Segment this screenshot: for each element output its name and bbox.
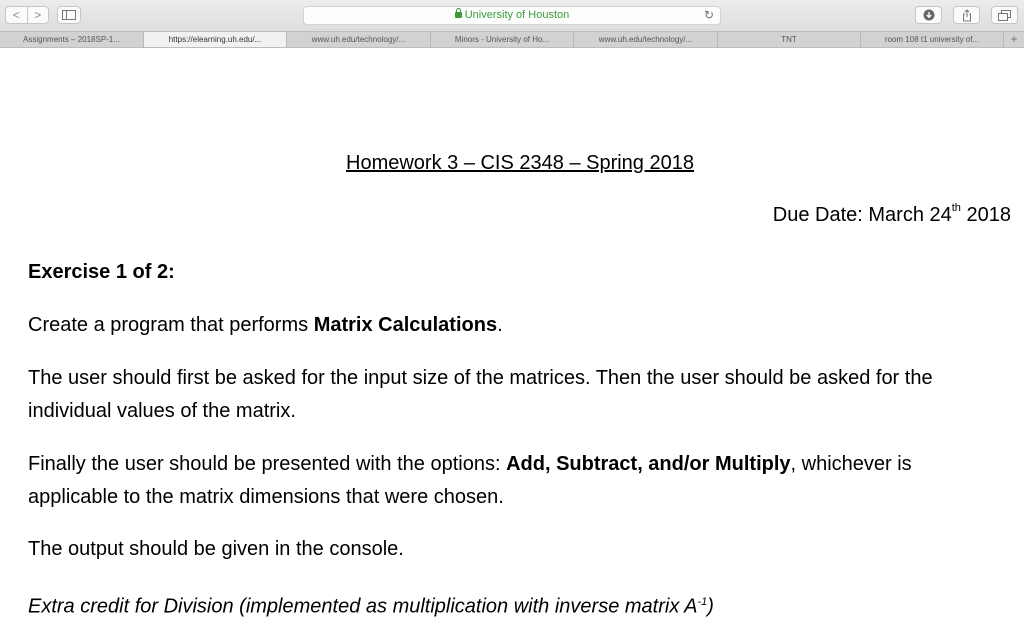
address-bar[interactable] [303, 6, 721, 25]
due-date-text: Due Date: March 24 [772, 204, 952, 226]
sidebar-icon [62, 10, 76, 20]
due-date-year: 2018 [960, 204, 1011, 226]
forward-button[interactable]: > [34, 8, 42, 22]
exercise-heading [28, 256, 1003, 289]
document-page [0, 48, 1024, 640]
options-text: Finally the user should be presented with the options: [28, 453, 507, 475]
page-title: Homework 3 – CIS 2348 – Spring 2018 [346, 152, 694, 174]
share-button[interactable] [953, 6, 980, 24]
intro-text: Create a program that performs [28, 314, 314, 336]
tab-tnt[interactable] [718, 32, 861, 47]
tab-label: room 108 t1 university of... [884, 35, 980, 44]
exercise-heading-text: Exercise 1 of 2: [28, 261, 175, 283]
download-icon [923, 9, 935, 21]
tab-label: Minors - University of Ho... [454, 35, 550, 44]
extra-superscript: -1 [697, 596, 708, 608]
tab-minors[interactable] [431, 32, 574, 47]
intro-bold: Matrix Calculations [313, 314, 498, 336]
tab-assignments[interactable] [0, 32, 144, 47]
due-date-suffix: th [951, 202, 961, 215]
tab-label: www.uh.edu/technology/... [598, 35, 693, 44]
options-bold: Add, Subtract, and/or Multiply [506, 453, 791, 475]
sidebar-toggle-button[interactable] [57, 6, 81, 24]
paragraph-extra-credit [28, 586, 1003, 624]
reload-icon[interactable]: ↻ [703, 8, 714, 22]
tab-label: Assignments – 2018SP-1... [23, 35, 120, 44]
new-tab-button[interactable]: + [1010, 32, 1018, 46]
paragraph-output: The output should be given in the console. [28, 538, 404, 560]
tab-uh-technology[interactable] [287, 32, 431, 47]
lock-icon [455, 12, 462, 18]
tab-bar [0, 31, 1024, 48]
address-text: University of Houston [464, 9, 570, 21]
due-date [773, 204, 1011, 227]
paragraph-intro [28, 309, 1003, 342]
intro-end: . [497, 314, 503, 336]
tab-uh-technology-2[interactable] [574, 32, 718, 47]
tab-label: www.uh.edu/technology/... [311, 35, 406, 44]
extra-end: ) [707, 595, 714, 618]
share-icon [961, 9, 973, 22]
back-button[interactable]: < [6, 7, 28, 23]
tab-label: https://elearning.uh.edu/... [168, 35, 262, 44]
tab-label: TNT [781, 35, 797, 44]
tab-overview-button[interactable] [991, 6, 1018, 24]
options-end: , whichever is applicable to the matrix dimensions that were chosen. [28, 453, 912, 508]
paragraph-options [28, 448, 1003, 514]
navigation-buttons [5, 6, 49, 24]
tabs-overview-icon [998, 10, 1011, 21]
extra-text: Extra credit for Division (implemented as multiplication with inverse matrix A [28, 595, 698, 618]
browser-toolbar [0, 0, 1024, 31]
tab-elearning[interactable] [144, 32, 287, 47]
tab-room-108[interactable] [861, 32, 1004, 47]
paragraph-input: The user should first be asked for the input size of the matrices. Then the user should be asked for the individual values of the matrix. [28, 367, 933, 422]
downloads-button[interactable] [915, 6, 942, 24]
